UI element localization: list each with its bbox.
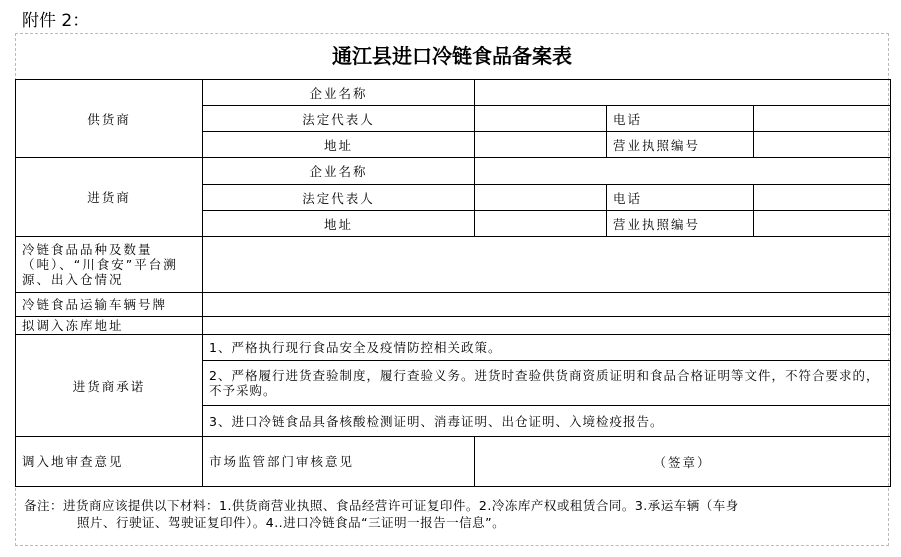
buyer-address-field[interactable]: [475, 211, 607, 237]
supplier-legal-rep-field[interactable]: [475, 106, 607, 132]
commitment-item-2: 2、严格履行进货查验制度，履行查验义务。进货时查验供货商资质证明和食品合格证明等文件，不符合要求的，不予采购。: [203, 361, 891, 406]
supplier-company-label: 企业名称: [203, 80, 475, 106]
form-title: 通江县进口冷链食品备案表: [332, 44, 572, 68]
buyer-license-field[interactable]: [754, 211, 891, 237]
buyer-company-field[interactable]: [475, 158, 891, 185]
supplier-phone-label: 电话: [607, 106, 754, 132]
supplier-company-field[interactable]: [475, 80, 891, 106]
buyer-label: 进货商: [16, 158, 203, 237]
buyer-address-label: 地址: [203, 211, 475, 237]
buyer-license-label: 营业执照编号: [607, 211, 754, 237]
record-form-table: [15, 79, 891, 487]
commitment-label: 进货商承诺: [16, 335, 203, 437]
notes-line-2: 照片、行驶证、驾驶证复印件）。4..进口冷链食品“三证明一报告一信息”。: [77, 515, 506, 530]
review-dept-label: 市场监管部门审核意见: [203, 437, 475, 487]
buyer-legal-rep-field[interactable]: [475, 185, 607, 211]
buyer-legal-rep-label: 法定代表人: [203, 185, 475, 211]
supplier-label: 供货商: [16, 80, 203, 158]
commitment-item-1: 1、严格执行现行食品安全及疫情防控相关政策。: [203, 335, 891, 361]
buyer-phone-label: 电话: [607, 185, 754, 211]
supplier-license-label: 营业执照编号: [607, 132, 754, 158]
supplier-address-field[interactable]: [475, 132, 607, 158]
supplier-address-label: 地址: [203, 132, 475, 158]
supplier-legal-rep-label: 法定代表人: [203, 106, 475, 132]
vehicle-plate-label: 冷链食品运输车辆号牌: [16, 293, 203, 317]
attachment-label: 附件 2：: [22, 11, 90, 31]
commitment-item-3: 3、进口冷链食品具备核酸检测证明、消毒证明、出仓证明、入境检疫报告。: [203, 406, 891, 437]
notes-line-1: 备注：进货商应该提供以下材料：1.供货商营业执照、食品经营许可证复印件。2.冷冻库产权或租赁合同。3.承运车辆（车身: [24, 498, 739, 513]
buyer-company-label: 企业名称: [203, 158, 475, 185]
review-seal-field[interactable]: （签章）: [475, 437, 891, 487]
supplier-phone-field[interactable]: [754, 106, 891, 132]
supplier-license-field[interactable]: [754, 132, 891, 158]
notes: [24, 497, 884, 531]
food-info-field[interactable]: [203, 237, 891, 293]
storage-address-field[interactable]: [203, 317, 891, 335]
storage-address-label: 拟调入冻库地址: [16, 317, 203, 335]
review-label: 调入地审查意见: [16, 437, 203, 487]
buyer-phone-field[interactable]: [754, 185, 891, 211]
vehicle-plate-field[interactable]: [203, 293, 891, 317]
food-info-label: 冷链食品品种及数量（吨）、“川食安”平台溯源、出入仓情况: [16, 237, 203, 293]
